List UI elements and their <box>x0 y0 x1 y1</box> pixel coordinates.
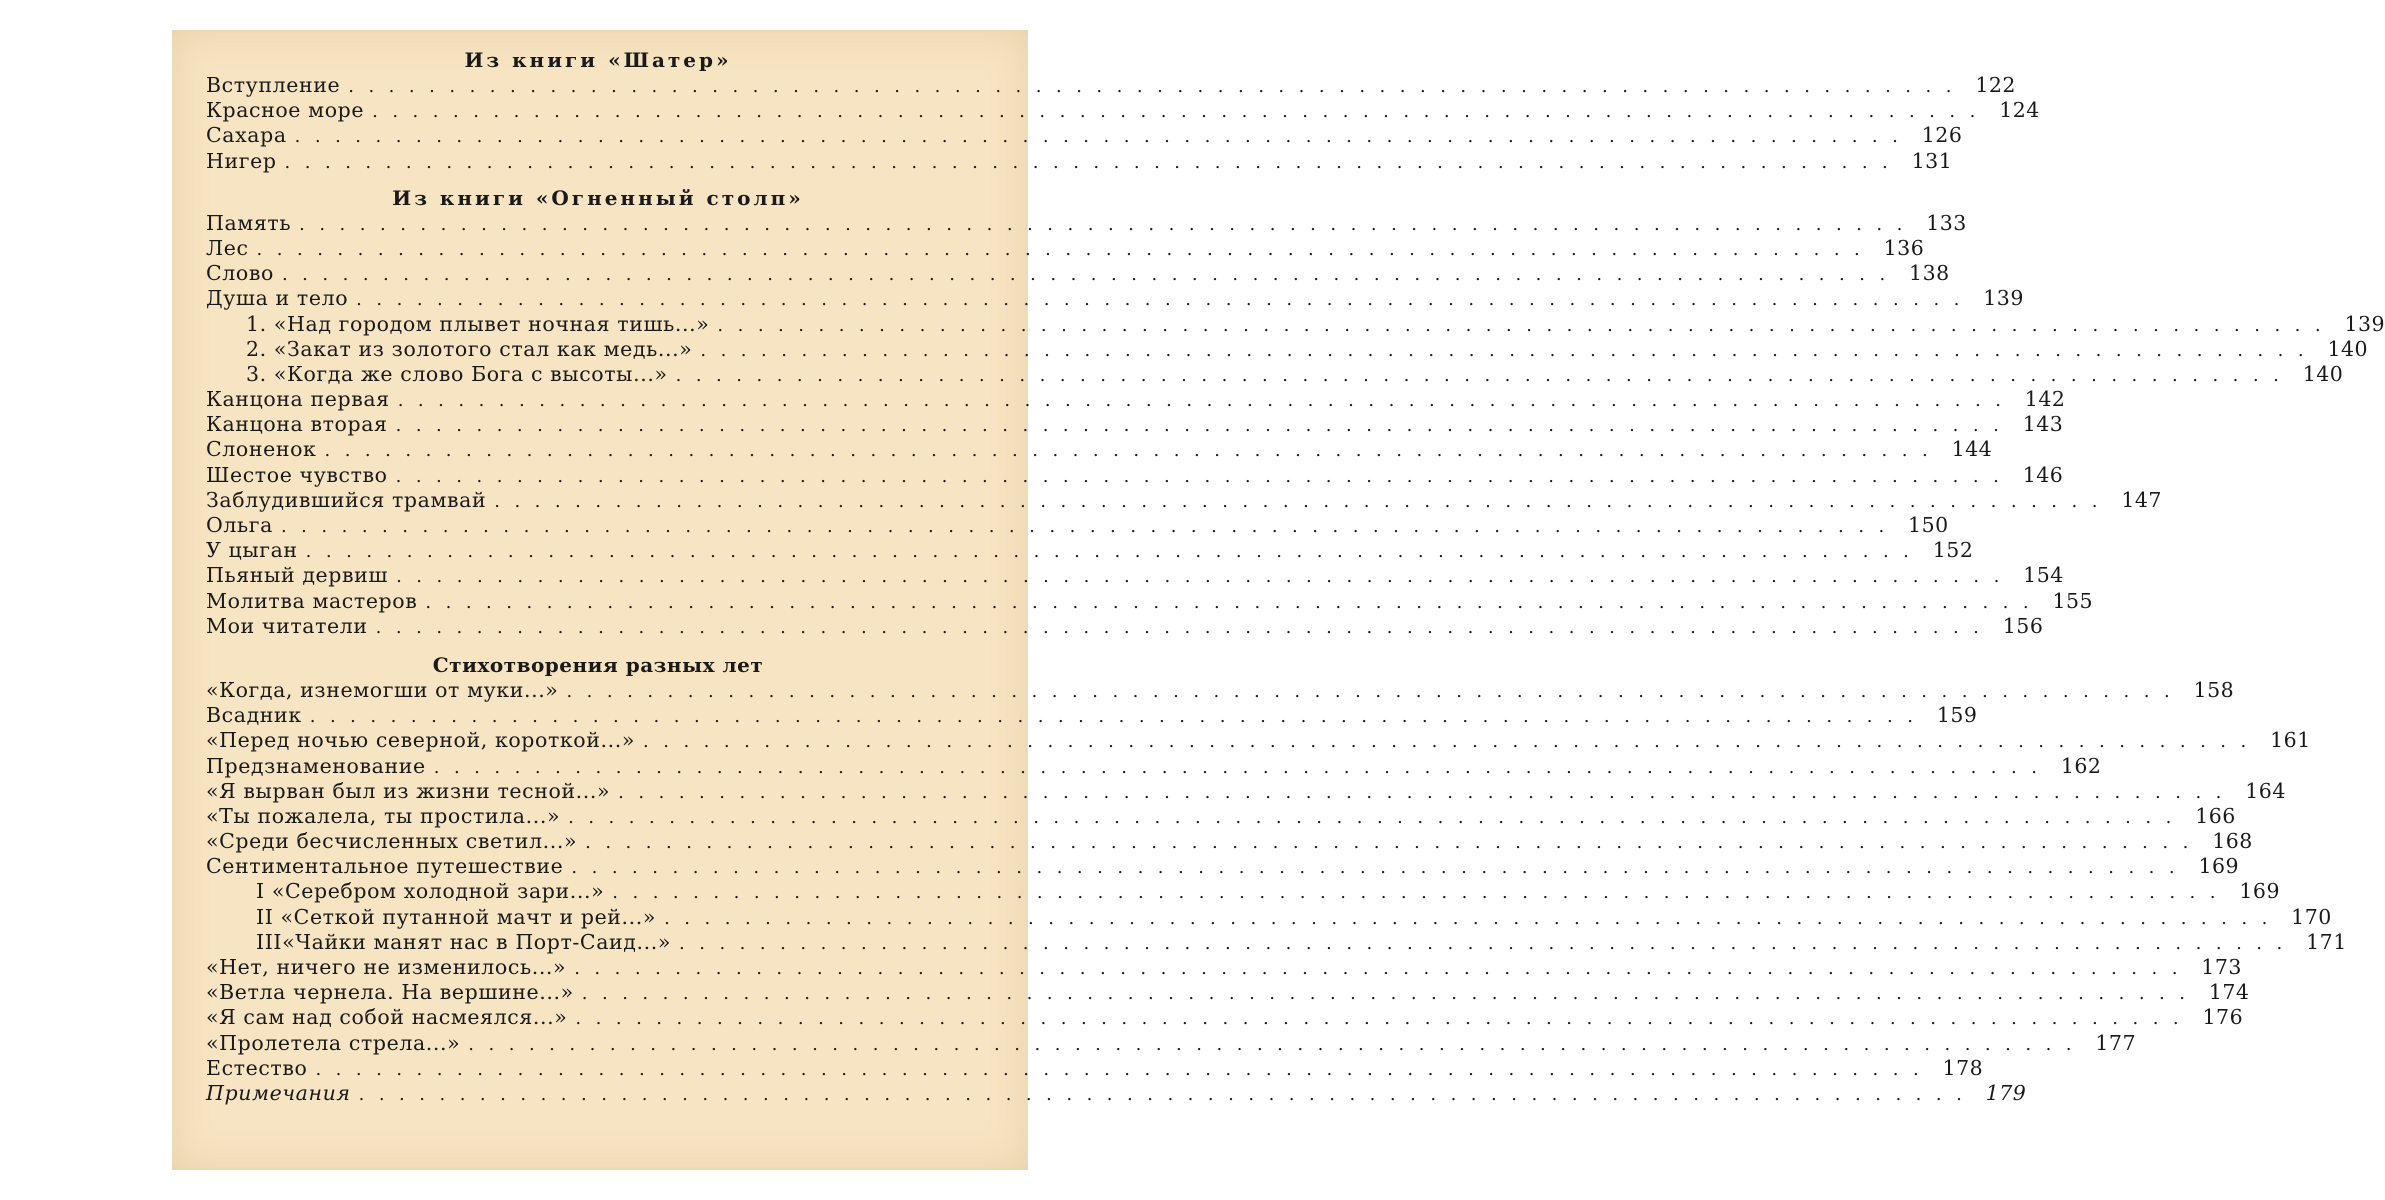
entry-title: 1. «Над городом плывет ночная тишь...» <box>246 311 710 336</box>
dot-leader: ................................................................................ <box>375 616 1994 638</box>
toc-subentry <box>206 929 2347 955</box>
entry-page: 139 <box>2344 311 2385 336</box>
dot-leader: ................................................................................ <box>356 289 1974 311</box>
entry-page: 147 <box>2121 487 2162 512</box>
entry-page: 158 <box>2193 677 2235 702</box>
entry-page: 169 <box>2198 854 2240 879</box>
dot-leader: ................................................................................ <box>309 706 1928 728</box>
dot-leader: ................................................................................ <box>494 490 2112 512</box>
dot-leader: ................................................................................ <box>664 907 2282 929</box>
dot-leader: ................................................................................ <box>294 126 1913 148</box>
entry-title: Вступление <box>206 73 341 97</box>
entry-page: 146 <box>2022 462 2064 487</box>
toc-entry <box>206 286 2024 311</box>
dot-leader: ................................................................................ <box>643 731 2261 753</box>
entry-title: Слоненок <box>206 437 317 462</box>
entry-page: 177 <box>2095 1030 2137 1055</box>
toc-entry <box>206 803 2236 829</box>
entry-page: 162 <box>2060 753 2102 778</box>
entry-page: 136 <box>1883 235 1925 260</box>
toc-entry <box>206 955 2242 980</box>
toc-entry <box>206 73 2016 98</box>
entry-page: 178 <box>1942 1055 1984 1080</box>
dot-leader: ................................................................................ <box>305 541 1924 563</box>
entry-title: «Пролетела стрела...» <box>206 1030 461 1055</box>
dot-leader: ................................................................................ <box>396 566 2014 588</box>
dot-leader: ................................................................................ <box>574 958 2192 979</box>
entry-title: Слово <box>206 261 274 286</box>
entry-page: 131 <box>1911 148 1953 173</box>
entry-page: 122 <box>1975 73 2016 97</box>
toc-entry <box>206 1005 2244 1030</box>
entry-title: Естество <box>206 1055 308 1080</box>
entry-title: Душа и тело <box>206 286 349 311</box>
toc-entry <box>206 462 2064 488</box>
entry-page: 152 <box>1932 538 1974 563</box>
toc-subentry <box>206 311 2385 337</box>
dot-leader: ................................................................................ <box>315 1058 1934 1080</box>
entry-title: «Ты пожалела, ты простила...» <box>206 803 561 828</box>
dot-leader: ................................................................................ <box>284 151 1903 173</box>
entry-page: 168 <box>2212 829 2253 854</box>
toc-subentry <box>206 879 2280 904</box>
dot-leader: ................................................................................ <box>348 76 1966 97</box>
entry-page: 143 <box>2022 412 2064 437</box>
dot-leader: ................................................................................ <box>433 756 2052 778</box>
entry-title: Предзнаменование <box>206 753 426 778</box>
toc-entry <box>206 387 2066 412</box>
table-of-contents <box>206 48 2385 1106</box>
entry-page: 124 <box>1999 98 2040 123</box>
entry-title: Память <box>206 210 292 235</box>
entry-page: 169 <box>2239 879 2280 904</box>
entry-page: 142 <box>2024 387 2066 412</box>
dot-leader: ................................................................................ <box>679 932 2297 954</box>
toc-entry <box>206 412 2064 437</box>
toc-entry <box>206 829 2253 854</box>
toc-entry <box>206 980 2250 1005</box>
entry-title: Шестое чувство <box>206 462 388 487</box>
entry-title: Ольга <box>206 513 273 537</box>
entry-page: 161 <box>2270 728 2311 753</box>
entry-title: III«Чайки манят нас в Порт-Саид...» <box>256 929 672 954</box>
dot-leader: ................................................................................ <box>324 440 1943 462</box>
dot-leader: ................................................................................ <box>675 364 2294 386</box>
toc-entry <box>206 437 1993 462</box>
entry-title: II «Сеткой путанной мачт и рей...» <box>256 904 657 929</box>
entry-page: 171 <box>2306 929 2347 954</box>
toc-entry <box>206 753 2102 779</box>
dot-leader: ................................................................................ <box>585 832 2203 854</box>
dot-leader: ................................................................................ <box>568 806 2186 828</box>
dot-leader: ................................................................................ <box>468 1033 2087 1055</box>
dot-leader: ................................................................................ <box>700 339 2319 361</box>
entry-title: Сентиментальное путешествие <box>206 854 564 879</box>
dot-leader: ................................................................................ <box>397 390 2016 412</box>
entry-page: 156 <box>2002 613 2044 638</box>
entry-title: «Я вырван был из жизни тесной...» <box>206 778 611 803</box>
toc-entry <box>206 778 2286 804</box>
entry-page: 174 <box>2208 980 2250 1005</box>
toc-entry <box>206 98 2040 123</box>
toc-entry-notes <box>206 1080 2027 1106</box>
entry-title: Молитва мастеров <box>206 588 418 613</box>
toc-entry <box>206 563 2064 588</box>
entry-title: Красное море <box>206 98 365 123</box>
toc-entry <box>206 588 2094 614</box>
entry-page: 139 <box>1983 286 2024 311</box>
entry-page: 170 <box>2291 904 2332 929</box>
entry-title: Всадник <box>206 703 302 728</box>
dot-leader: ................................................................................ <box>717 314 2336 336</box>
section-heading: Из книги «Шатер» <box>464 48 732 72</box>
toc-entry <box>206 261 1950 286</box>
entry-page: 166 <box>2195 803 2236 828</box>
entry-page: 133 <box>1926 210 1967 235</box>
toc-subentry <box>206 336 2369 362</box>
entry-title: Пьяный дервиш <box>206 563 389 588</box>
entry-page: 173 <box>2201 955 2242 979</box>
dot-leader: ................................................................................ <box>566 680 2185 702</box>
toc-entry <box>206 703 1978 728</box>
entry-title: Канцона вторая <box>206 412 388 437</box>
dot-leader: ................................................................................ <box>618 781 2236 803</box>
dot-leader: ................................................................................ <box>256 238 1875 260</box>
entry-title: У цыган <box>206 538 298 563</box>
toc-entry <box>206 513 1949 538</box>
entry-title: 2. «Закат из золотого стал как медь...» <box>246 336 693 361</box>
book-page <box>172 30 2385 1170</box>
entry-page: 155 <box>2052 588 2094 613</box>
dot-leader: ................................................................................ <box>299 213 1917 235</box>
entry-title: «Ветла чернела. На вершине...» <box>206 980 574 1005</box>
dot-leader: ................................................................................ <box>612 882 2230 904</box>
entry-page: 154 <box>2023 563 2064 588</box>
entry-title: Примечания <box>206 1080 351 1105</box>
dot-leader: ................................................................................ <box>581 983 2200 1005</box>
entry-page: 138 <box>1909 261 1950 286</box>
section-heading: Стихотворения разных лет <box>432 652 764 677</box>
toc-entry <box>206 728 2311 753</box>
entry-title: «Среди бесчисленных светил...» <box>206 829 578 854</box>
entry-page: 126 <box>1921 123 1963 148</box>
entry-page: 144 <box>1951 437 1993 462</box>
entry-title: «Когда, изнемогши от муки...» <box>206 677 559 702</box>
entry-title: Сахара <box>206 123 287 148</box>
entry-page: 150 <box>1908 513 1949 537</box>
entry-page: 164 <box>2245 778 2286 803</box>
entry-page: 176 <box>2202 1005 2244 1030</box>
toc-entry <box>206 677 2235 703</box>
toc-entry <box>206 1030 2137 1056</box>
entry-page: 159 <box>1936 703 1978 728</box>
entry-title: «Я сам над собой насмеялся...» <box>206 1005 568 1030</box>
section-heading: Из книги «Огненный столп» <box>392 185 804 210</box>
dot-leader: ................................................................................ <box>425 591 2044 613</box>
toc-entry <box>206 123 1963 148</box>
dot-leader: ................................................................................ <box>395 465 2014 487</box>
dot-leader: ................................................................................ <box>575 1008 2194 1030</box>
dot-leader: ................................................................................ <box>281 264 1900 286</box>
entry-title: «Нет, ничего не изменилось...» <box>206 955 567 979</box>
toc-entry <box>206 235 1925 261</box>
entry-page: 140 <box>2302 361 2344 386</box>
dot-leader: ................................................................................ <box>395 415 2014 437</box>
dot-leader: ................................................................................ <box>372 101 1990 123</box>
entry-title: 3. «Когда же слово Бога с высоты...» <box>246 361 668 386</box>
entry-title: Канцона первая <box>206 387 390 412</box>
entry-title: Нигер <box>206 148 277 173</box>
toc-subentry <box>206 361 2344 387</box>
toc-entry <box>206 1055 1984 1081</box>
entry-title: Лес <box>206 235 249 260</box>
toc-entry <box>206 210 1967 236</box>
entry-title: «Перед ночью северной, короткой...» <box>206 728 636 753</box>
dot-leader: ................................................................................ <box>280 516 1899 537</box>
toc-entry <box>206 538 1974 563</box>
toc-entry <box>206 613 2044 639</box>
dot-leader: ................................................................................ <box>571 857 2190 879</box>
entry-title: Мои читатели <box>206 613 368 638</box>
entry-page: 179 <box>1985 1080 2027 1105</box>
entry-page: 140 <box>2327 336 2369 361</box>
entry-title: Заблудившийся трамвай <box>206 487 487 512</box>
toc-entry <box>206 487 2162 513</box>
toc-subentry <box>206 904 2332 930</box>
toc-entry <box>206 854 2240 879</box>
entry-title: I «Серебром холодной зари...» <box>256 879 605 904</box>
dot-leader: ................................................................................ <box>358 1083 1977 1105</box>
toc-entry <box>206 148 1953 174</box>
